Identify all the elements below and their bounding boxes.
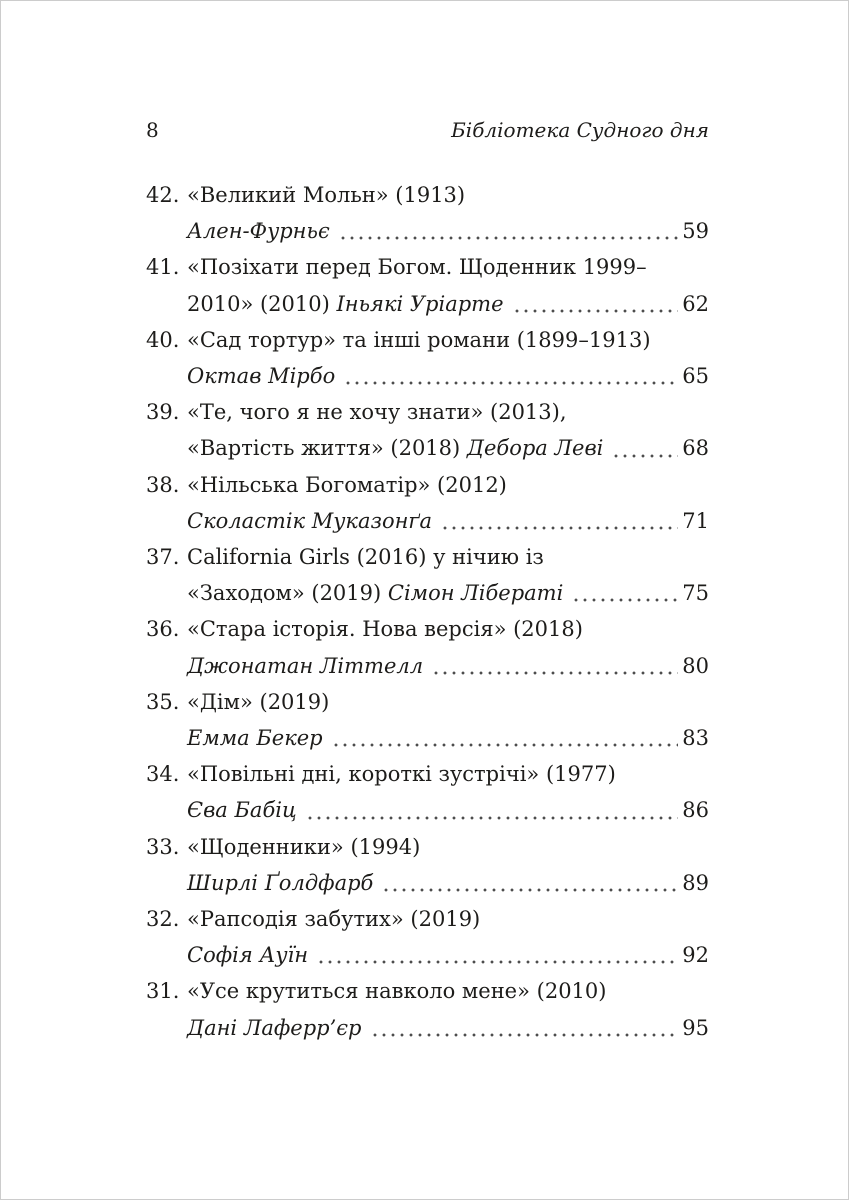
title-text: «Позіхати перед Богом. Щоденник 1999– — [187, 255, 647, 280]
title-text: California Girls (2016) у нічию із — [187, 545, 544, 570]
author-name: Октав Мірбо — [187, 364, 336, 389]
title-continuation: 2010» (2010) — [187, 291, 337, 316]
title-text: «Нільська Богоматір» (2012) — [187, 472, 507, 497]
title-text: «Щоденники» (1994) — [187, 834, 421, 859]
author-line-text — [187, 937, 308, 973]
title-line — [187, 322, 709, 358]
entry-page-number: 65 — [682, 364, 709, 389]
toc-entry — [146, 901, 709, 973]
title-text: «Великий Мольн» (1913) — [187, 183, 466, 207]
entry-body — [187, 322, 709, 394]
author-line — [187, 1010, 709, 1046]
dot-leader — [614, 454, 678, 458]
entry-page-number: 80 — [682, 653, 709, 678]
page-number: 8 — [146, 118, 159, 142]
title-line — [187, 829, 709, 865]
title-text: «Сад тортур» та інші романи (1899–1913) — [187, 327, 651, 352]
title-line — [187, 684, 709, 720]
entry-page-number: 86 — [682, 798, 709, 823]
table-of-contents — [146, 177, 709, 1046]
entry-page-number: 83 — [682, 726, 709, 751]
author-line — [187, 430, 709, 466]
title-line — [187, 901, 709, 937]
dot-leader — [319, 960, 678, 964]
author-line-text — [187, 575, 563, 611]
author-name: Ален-Фурньє — [187, 219, 330, 244]
author-name: Єва Бабіц — [187, 798, 297, 823]
author-line — [187, 503, 709, 539]
dot-leader — [373, 1033, 679, 1037]
title-text: «Рапсодія забутих» (2019) — [187, 907, 481, 932]
entry-body — [187, 611, 709, 683]
author-line-text — [187, 358, 335, 394]
entry-page-number: 92 — [682, 943, 709, 968]
entry-body — [187, 539, 709, 611]
entry-page-number: 68 — [682, 436, 709, 461]
author-line — [187, 937, 709, 973]
author-line — [187, 575, 709, 611]
toc-entry — [146, 249, 709, 321]
title-text: «Повільні дні, короткі зустрічі» (1977) — [187, 762, 616, 787]
dot-leader — [334, 743, 679, 747]
entry-body — [187, 467, 709, 539]
page-header — [146, 117, 709, 143]
author-line-text — [187, 503, 432, 539]
author-line-text — [187, 286, 504, 322]
entry-number: 41. — [146, 255, 180, 280]
title-line — [187, 611, 709, 647]
entry-body — [187, 901, 709, 973]
title-continuation: «Заходом» (2019) — [187, 581, 388, 606]
author-line-text — [187, 865, 373, 901]
author-line-text — [187, 430, 603, 466]
toc-entry — [146, 394, 709, 466]
toc-entry — [146, 973, 709, 1045]
toc-entry — [146, 684, 709, 756]
author-name: Іньякі Уріарте — [336, 291, 504, 316]
author-line — [187, 648, 709, 684]
entry-number: 35. — [146, 689, 180, 714]
author-name: Сімон Лібераті — [387, 581, 564, 606]
title-text: «Стара історія. Нова версія» (2018) — [187, 617, 583, 642]
title-line — [187, 467, 709, 503]
entry-number: 36. — [146, 617, 180, 642]
entry-page-number: 71 — [682, 508, 709, 533]
dot-leader — [341, 236, 679, 240]
author-line-text — [187, 213, 330, 249]
toc-entry — [146, 467, 709, 539]
dot-leader — [346, 381, 678, 385]
entry-body — [187, 973, 709, 1045]
author-name: Дані Лаферр’єр — [187, 1015, 362, 1040]
entry-page-number: 89 — [682, 870, 709, 895]
author-line-text — [187, 720, 323, 756]
entry-body — [187, 829, 709, 901]
author-line-text — [187, 648, 423, 684]
author-line-text — [187, 792, 297, 828]
author-line — [187, 213, 709, 249]
author-line — [187, 720, 709, 756]
entry-page-number: 59 — [682, 219, 709, 244]
author-line — [187, 792, 709, 828]
author-name: Ширлі Ґолдфарб — [187, 870, 374, 895]
entry-body — [187, 177, 709, 249]
author-name: Емма Бекер — [187, 726, 323, 751]
dot-leader — [384, 888, 678, 892]
author-line-text — [187, 1010, 362, 1046]
toc-entry — [146, 322, 709, 394]
author-line — [187, 865, 709, 901]
entry-number: 40. — [146, 327, 180, 352]
toc-entry — [146, 611, 709, 683]
entry-number: 38. — [146, 472, 180, 497]
title-line — [187, 249, 709, 285]
entry-number: 33. — [146, 834, 180, 859]
author-name: Софія Ауїн — [187, 943, 309, 968]
entry-page-number: 95 — [682, 1015, 709, 1040]
toc-entry — [146, 539, 709, 611]
entry-number: 37. — [146, 545, 180, 570]
dot-leader — [515, 309, 679, 313]
entry-page-number: 62 — [682, 291, 709, 316]
author-line — [187, 286, 709, 322]
title-line — [187, 973, 709, 1009]
entry-number: 32. — [146, 907, 180, 932]
entry-body — [187, 394, 709, 466]
title-line — [187, 177, 709, 213]
title-text: «Те, чого я не хочу знати» (2013), — [187, 400, 567, 425]
entry-number: 39. — [146, 400, 180, 425]
title-line — [187, 539, 709, 575]
title-continuation: «Вартість життя» (2018) — [187, 436, 467, 461]
toc-entry — [146, 829, 709, 901]
entry-number: 42. — [146, 183, 180, 207]
entry-page-number: 75 — [682, 581, 709, 606]
dot-leader — [574, 598, 678, 602]
running-header: Бібліотека Судного дня — [451, 118, 709, 142]
dot-leader — [434, 671, 678, 675]
toc-entry — [146, 756, 709, 828]
entry-number: 31. — [146, 979, 180, 1004]
dot-leader — [308, 816, 679, 820]
entry-body — [187, 684, 709, 756]
title-line — [187, 394, 709, 430]
entry-body — [187, 249, 709, 321]
author-name: Джонатан Літтелл — [187, 653, 424, 678]
entry-body — [187, 756, 709, 828]
author-name: Сколастік Муказонґа — [187, 508, 433, 533]
toc-entry — [146, 177, 709, 249]
dot-leader — [443, 526, 678, 530]
author-name: Дебора Леві — [466, 436, 604, 461]
title-line — [187, 756, 709, 792]
entry-number: 34. — [146, 762, 180, 787]
title-text: «Усе крутиться навколо мене» (2010) — [187, 979, 607, 1004]
title-text: «Дім» (2019) — [187, 689, 330, 714]
author-line — [187, 358, 709, 394]
